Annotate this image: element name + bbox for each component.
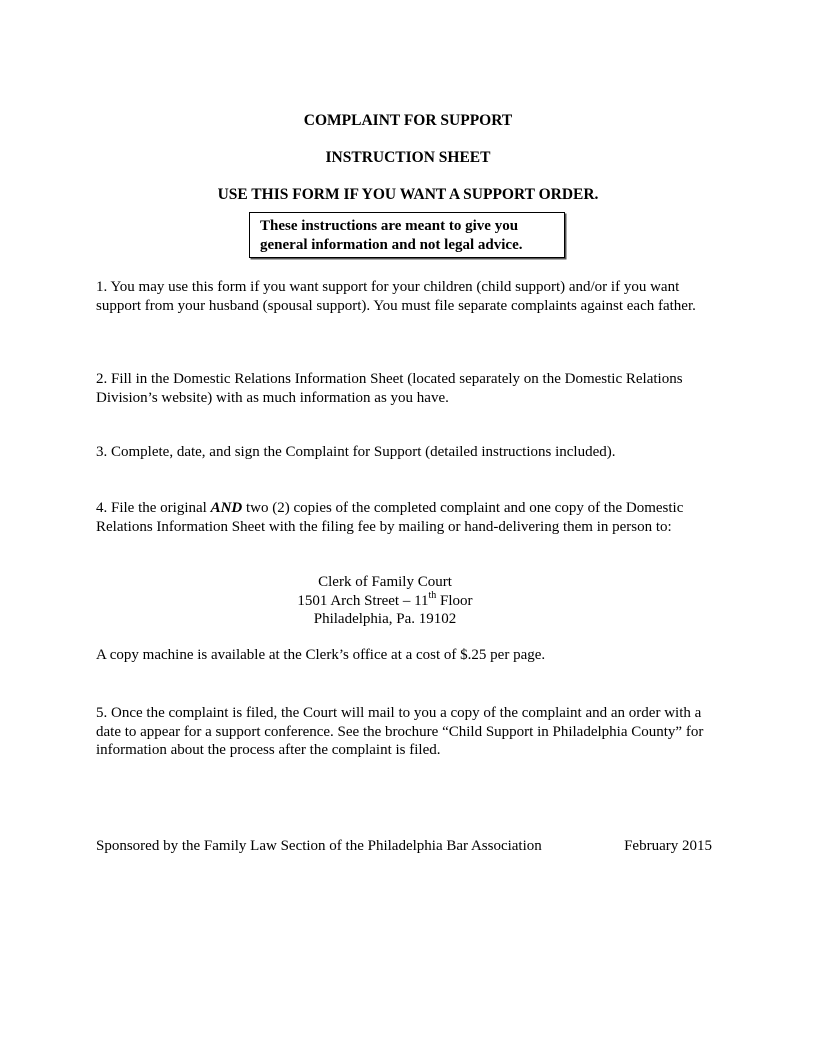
- instruction-5: 5. Once the complaint is filed, the Court will mail to you a copy of the complaint and an order with a date to appear for a support conference. See the brochure “Child Support in Philadelphia County” for information about the process after the complaint is filed.: [96, 705, 704, 758]
- disclaimer-line-2: general information and not legal advice.: [260, 237, 523, 253]
- instruction-2: 2. Fill in the Domestic Relations Information Sheet (located separately on the Domestic Relations Division’s website) with as much information as you have.: [96, 371, 683, 406]
- instruction-4-emphasis: AND: [210, 500, 243, 516]
- instruction-1: 1. You may use this form if you want support for your children (child support) and/or if you want support from your husband (spousal support). You must file separate complaints against each father.: [96, 279, 696, 314]
- document-title: COMPLAINT FOR SUPPORT: [303, 112, 513, 129]
- instruction-4: [96, 499, 712, 536]
- disclaimer-box: [249, 212, 565, 258]
- mailing-address: [0, 573, 770, 629]
- address-line-2-sup: th: [428, 589, 437, 601]
- address-line-2: [0, 589, 770, 611]
- footer: [96, 837, 712, 855]
- address-line-2-post: Floor: [436, 592, 473, 609]
- copy-machine-note: A copy machine is available at the Clerk’s office at a cost of $.25 per page.: [96, 647, 546, 663]
- sponsor-credit: Sponsored by the Family Law Section of the Philadelphia Bar Association: [96, 838, 542, 854]
- revision-date: February 2015: [624, 838, 712, 854]
- form-directive: USE THIS FORM IF YOU WANT A SUPPORT ORDER.: [217, 186, 599, 203]
- instruction-3: 3. Complete, date, and sign the Complaint for Support (detailed instructions included).: [96, 444, 616, 460]
- address-line-3: Philadelphia, Pa. 19102: [313, 611, 457, 627]
- address-line-2-pre: 1501 Arch Street – 11: [297, 592, 429, 609]
- document-subtitle: INSTRUCTION SHEET: [325, 149, 491, 166]
- address-line-1: Clerk of Family Court: [318, 574, 452, 590]
- disclaimer-line-1: These instructions are meant to give you: [260, 218, 519, 234]
- instruction-4-post: two (2) copies of the completed complaint and one copy of the Domestic Relations Information Sheet with the filing fee by mailing or hand-delivering them in person to:: [96, 500, 684, 535]
- instruction-4-pre: 4. File the original: [96, 500, 211, 516]
